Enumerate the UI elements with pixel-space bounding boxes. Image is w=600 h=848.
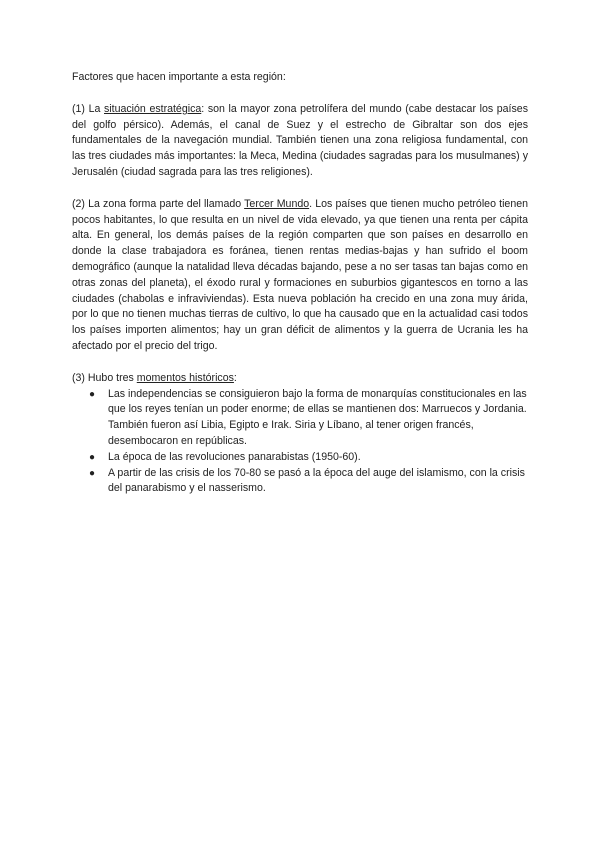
section-2-text: . Los países que tienen mucho petróleo tienen pocos habitantes, lo que resulta en un nivel de vida elevado, ya que tienen una renta per cápita alta. En general, los demás países de la región comparten que son países en desarrollo en donde la clase trabajadora es foránea, tienen rentas medias-bajas y han sufrido el boom demográfico (aunque la natalidad lleva décadas bajando, pese a no ser tasas tan bajas como en otras zonas del planeta), el éxodo rural y formaciones en suburbios gigantescos en torno a las ciudades (chabolas e infraviviendas). Esta nueva población ha crecido en una zona muy árida, por lo que no tienen muchas tierras de cultivo, lo que ha causado que en la actualidad casi todos los países importen alimentos; hay un gran déficit de alimentos y la guerra de Ucrania les ha afectado por el precio del trigo. <box>72 197 528 352</box>
section-2-paragraph <box>72 197 528 355</box>
intro-heading: Factores que hacen importante a esta región: <box>72 71 286 83</box>
bullet-icon: ● <box>89 388 96 400</box>
list-item-text: La época de las revoluciones panarabistas (1950-60). <box>108 450 361 463</box>
list-item <box>89 450 528 466</box>
bullet-icon: ● <box>89 451 96 463</box>
list-item <box>89 466 528 498</box>
bullet-icon: ● <box>89 467 96 479</box>
section-1-term: situación estratégica <box>104 102 202 115</box>
section-3-bullet-list <box>72 387 528 498</box>
section-3-term: momentos históricos <box>136 371 234 384</box>
section-1-paragraph <box>72 102 528 181</box>
section-3-heading <box>72 371 528 387</box>
section-3-suffix: : <box>233 371 237 384</box>
section-2-prefix: (2) La zona forma parte del llamado <box>72 197 245 210</box>
list-item <box>89 387 528 450</box>
section-3-prefix: (3) Hubo tres <box>72 371 137 384</box>
list-item-text: A partir de las crisis de los 70-80 se pasó a la época del auge del islamismo, con la crisis del panarabismo y el nasserismo. <box>108 466 525 495</box>
document-page <box>72 70 528 497</box>
section-2-term: Tercer Mundo <box>244 197 310 210</box>
list-item-text: Las independencias se consiguieron bajo la forma de monarquías constitucionales en las que los reyes tenían un poder enorme; de ellas se mantienen dos: Marruecos y Jordania. También fueron así Libia, Egipto e Irak. Siria y Líbano, al tener origen francés, desembocaron en repúblicas. <box>108 387 527 447</box>
section-1-text: : son la mayor zona petrolífera del mundo (cabe destacar los países del golfo pérsico). Además, el canal de Suez y el estrecho de Gibraltar son dos ejes fundamentales de la navegación mundial. También tienen una zona religiosa fundamental, con las tres ciudades más importantes: la Meca, Medina (ciudades sagradas para los musulmanes) y Jerusalén (ciudad sagrada para las tres religiones). <box>72 102 528 178</box>
section-1-prefix: (1) La <box>72 102 104 115</box>
